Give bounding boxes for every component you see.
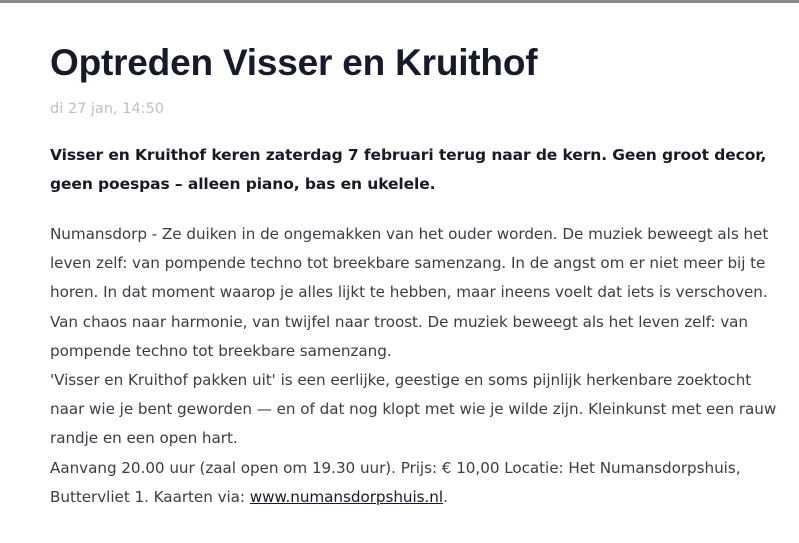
body-paragraph: Numansdorp - Ze duiken in de ongemakken van het ouder worden. De muziek beweegt als het leven zelf: van pompende techno tot breekbare samenzang. In de angst om er niet meer bij te horen. In dat moment waarop je alles lijkt te hebben, maar ineens voelt dat iets is verschoven. Van chaos naar harmonie, van twijfel naar troost. De muziek beweegt als het leven zelf: van pompende techno tot breekbare samenzang. bbox=[50, 225, 769, 360]
details-end: . bbox=[443, 487, 448, 506]
article-lead: Visser en Kruithof keren zaterdag 7 februari terug naar de kern. Geen groot decor, geen poespas – alleen piano, bas en ukelele. bbox=[50, 146, 767, 193]
ticket-link[interactable]: www.numansdorpshuis.nl bbox=[249, 487, 444, 506]
article-body bbox=[50, 220, 780, 512]
details-text: Aanvang 20.00 uur (zaal open om 19.30 uur). Prijs: € 10,00 Locatie: Het Numansdorpshuis, Buttervliet 1. Kaarten via: bbox=[50, 458, 741, 506]
article bbox=[50, 41, 780, 512]
article-date: di 27 jan, 14:50 bbox=[50, 101, 165, 117]
body-paragraph: 'Visser en Kruithof pakken uit' is een eerlijke, geestige en soms pijnlijk herkenbare zoektocht naar wie je bent geworden — en of dat nog klopt met wie je wilde zijn. Kleinkunst met een rauw randje en een open hart. bbox=[50, 371, 777, 448]
article-title: Optreden Visser en Kruithof bbox=[50, 42, 538, 83]
body-paragraph-details bbox=[50, 454, 780, 512]
